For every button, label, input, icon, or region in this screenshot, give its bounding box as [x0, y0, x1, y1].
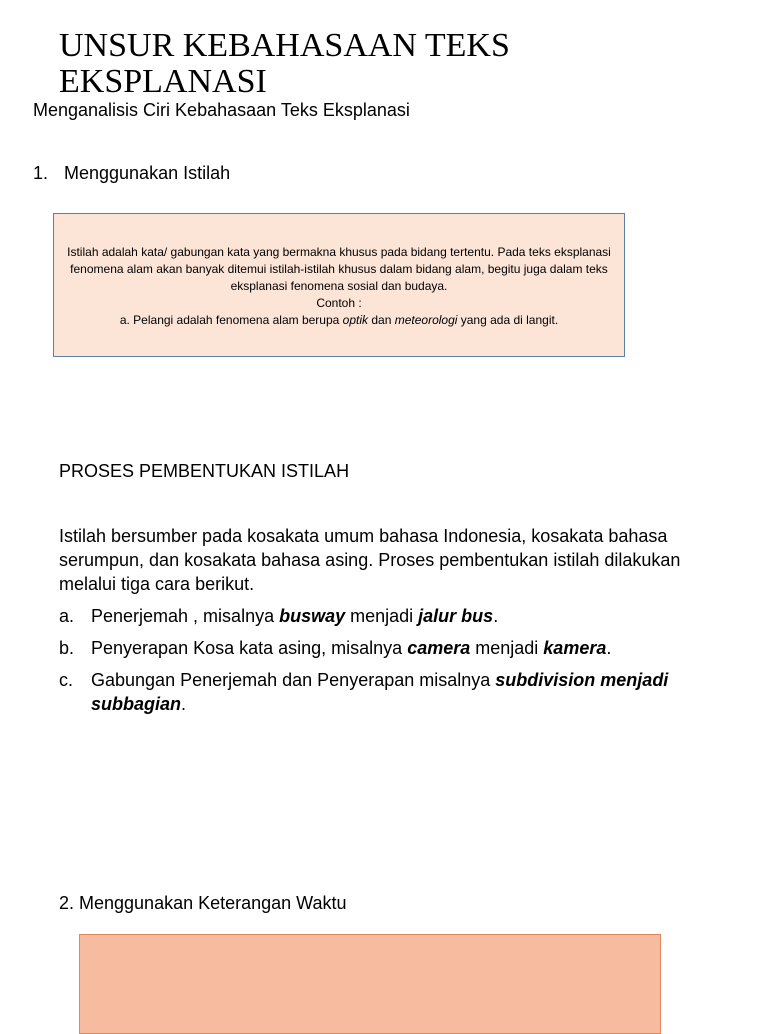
example-label: Contoh :: [316, 296, 362, 310]
definition-text: Istilah adalah kata/ gabungan kata yang bermakna khusus pada bidang tertentu. Pada teks eksplanasi fenomena alam akan banyak ditemui istilah-istilah khusus dalam bidang alam, begitu juga dalam teks eksplanasi fenomena sosial dan budaya.: [67, 245, 611, 293]
example-prefix: a. Pelangi adalah fenomena alam berupa: [119, 313, 343, 327]
example-mid: dan: [368, 313, 395, 327]
list-marker: a.: [59, 606, 75, 626]
page-title: UNSUR KEBAHASAAN TEKS EKSPLANASI: [59, 27, 510, 100]
list-item-text: [91, 636, 699, 660]
list-item-text: [91, 604, 699, 628]
item-mid: menjadi: [345, 606, 419, 626]
list-item: [59, 604, 699, 628]
item-end: .: [181, 694, 187, 714]
list-item: [59, 636, 699, 660]
item-term: camera: [407, 638, 471, 658]
definition-box: [53, 213, 625, 357]
example-term-optik: optik: [342, 313, 369, 327]
process-paragraph: Istilah bersumber pada kosakata umum bahasa Indonesia, kosakata bahasa serumpun, dan kosakata bahasa asing. Proses pembentukan istilah dilakukan melalui tiga cara berikut.: [59, 526, 681, 594]
example-term-meteorologi: meteorologi: [394, 313, 458, 327]
item-end: .: [493, 606, 499, 626]
section-1-title: Menggunakan Istilah: [64, 163, 231, 183]
section-1-number: 1.: [33, 163, 49, 183]
example-suffix: yang ada di langit.: [457, 313, 559, 327]
section-2-box: [79, 934, 661, 1034]
process-list: [59, 604, 699, 724]
list-item-text: [91, 668, 699, 716]
example-text: [62, 312, 616, 329]
item-lead: Penyerapan Kosa kata asing, misalnya: [91, 638, 408, 658]
item-term: subdivision menjadi subbagian: [91, 670, 669, 714]
item-lead: Gabungan Penerjemah dan Penyerapan misalnya: [91, 670, 496, 690]
item-lead: Penerjemah , misalnya: [91, 606, 280, 626]
list-marker: c.: [59, 670, 74, 690]
item-term: jalur bus: [418, 606, 494, 626]
section-2-heading: 2. Menggunakan Keterangan Waktu: [59, 893, 347, 913]
list-marker: b.: [59, 638, 75, 658]
item-term: kamera: [543, 638, 607, 658]
item-term: busway: [279, 606, 346, 626]
item-end: .: [606, 638, 612, 658]
list-item: [59, 668, 699, 716]
item-mid: menjadi: [470, 638, 544, 658]
process-heading: PROSES PEMBENTUKAN ISTILAH: [59, 461, 350, 481]
section-1-heading: [33, 161, 230, 185]
page-subtitle: Menganalisis Ciri Kebahasaan Teks Eksplanasi: [33, 100, 410, 120]
